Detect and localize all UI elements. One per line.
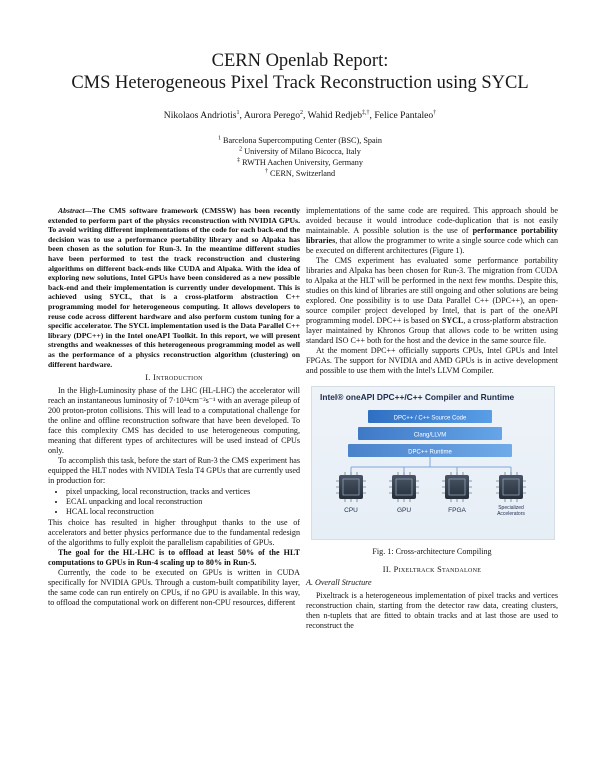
author-list: Nikolaos Andriotis$^1$, Aurora Perego$^2$, Wahid Redjeb‡,†, Felice Pantaleo†: [163, 109, 437, 121]
list-item: • HCAL local reconstruction: [66, 507, 300, 517]
figure-title: Intel® oneAPI DPC++/C++ Compiler and Runtime: [320, 392, 515, 402]
subsection-heading: A. Overall Structure: [306, 578, 372, 587]
pixeltrack-paragraph-1: Pixeltrack is a heterogeneous implementation of pixel tracks and vertices reconstruction chain, starting from the detector raw data, creating clusters, then n-tuplets that are fitted to obtain tracks and at last those are used to reconstruct the: [306, 591, 558, 630]
target-cpu-label: CPU: [344, 507, 358, 514]
affiliation-text: University of Milano Bicocca, Italy: [244, 147, 361, 156]
text-run: , that allow the programmer to write a single source code which can be executed on different architectures (Figure 1).: [306, 236, 558, 255]
affiliation-text: RWTH Aachen University, Germany: [242, 158, 363, 167]
author-mark: 1: [236, 109, 240, 116]
chip-accelerator-icon: [496, 472, 526, 502]
intro-paragraph-1: In the High-Luminosity phase of the LHC (HL-LHC) the accelerator will reach an instantaneous luminosity of 7·10³⁴cm⁻²s⁻¹ with an average pileup of 200 proton-proton collisions. This will lead to a computational challenge for the online and offline reconstruction software that have been developed. To face this complexity CMS has decided to use heterogeneous computing, meaning that different types of architectures will be used instead of CPUs only.: [48, 386, 300, 456]
target-chips: [336, 472, 526, 502]
affiliation: [30, 146, 570, 157]
abstract-text: —The CMS software framework (CMSSW) has been recently extended to perform part of the physics reconstruction with NVIDIA GPUs. To avoid writing different implementations of the code for each back-end the decision was to use a performance portability library and so Alpaka has been chosen as the solution for Run-3. In the meantime different studies have been performed to test the track reconstruction and clustering algorithms on different back-ends like CUDA and Alpaka. With the idea of exploring new solutions, Intel GPUs have been considered as a new possible back-end and their implementation is currently under development. This is achieved using SYCL, that is a cross-platform abstraction C++ programming model for heterogeneous computing. It allows developers to reuse code across different hardware and also perform custom tuning for a specific accelerator. The SYCL implementation used is the Data Parallel C++ library (DPC++) in the Intel oneAPI Toolkit. In this report, we will present strengths and weaknesses of this heterogeneous programming model as well as the performance of a physics reconstruction algorithm (clustering) on different hardware.: [48, 206, 300, 369]
target-fpga-label: FPGA: [448, 507, 466, 514]
author-mark: ‡,†: [362, 109, 370, 116]
intro-paragraph-8: At the moment DPC++ officially supports CPUs, Intel GPUs and Intel FPGAs. The support for NVIDIA and AMD GPUs is in active development and possible to use them with the Intel's LLVM Compiler.: [306, 346, 558, 375]
affiliation-mark: †: [264, 168, 268, 175]
affiliation: [30, 168, 570, 179]
abstract-label: Abstract: [58, 206, 85, 215]
list-item: • pixel unpacking, local reconstruction, tracks and vertices: [66, 487, 300, 497]
affiliation-text: CERN, Switzerland: [270, 169, 336, 178]
chip-fpga-icon: [442, 472, 472, 502]
author-name: Felice Pantaleo: [374, 110, 434, 121]
intro-paragraph-3: This choice has resulted in higher throughput thanks to the use of accelerators and better physics performance due to the fundamental redesign of the algorithms to fully exploit the parallelism capabilities of GPUs.: [48, 518, 300, 548]
affiliation: [30, 157, 570, 168]
connector-lines: [351, 457, 511, 475]
author-mark: †: [433, 109, 437, 116]
affiliation-mark: 2: [239, 146, 243, 153]
figure-caption: Fig. 1: Cross-architecture Compiling: [372, 547, 492, 556]
target-accelerator-label: Specialized Accelerators: [497, 505, 525, 517]
hl-lhc-goal: The goal for the HL-LHC is to offload at least 50% of the HLT computations to GPUs in Run-4 scaling up to 80% in Run-5.: [48, 548, 300, 568]
figure-compiler-diagram: [311, 386, 555, 540]
list-item: • ECAL unpacking and local reconstruction: [66, 497, 300, 507]
intro-paragraph-2: To accomplish this task, before the start of Run-3 the CMS experiment has equipped the HLT nodes with NVIDIA Tesla T4 GPUs that are currently used in production for:: [48, 456, 300, 486]
production-list: [48, 487, 300, 517]
chip-gpu-icon: [389, 472, 419, 502]
section-heading-introduction: I. Introduction: [145, 373, 203, 383]
intro-paragraph-7: [306, 256, 558, 346]
emphasis-sycl: SYCL: [441, 316, 464, 325]
layer-source-label: DPC++ / C++ Source Code: [393, 415, 467, 422]
text-run: implementations of the same code are required. This approach should be avoided because it would introduce code-duplication that is not easily maintainable. A possible solution is the use of: [306, 206, 558, 235]
affiliation-mark: ‡: [237, 157, 241, 164]
abstract: [48, 206, 300, 369]
affiliation-mark: 1: [218, 135, 221, 142]
author-mark: 2: [300, 109, 304, 116]
emphasis-portability: performance portability libraries: [306, 226, 558, 245]
target-gpu-label: GPU: [396, 507, 412, 514]
affiliation-text: Barcelona Supercomputing Center (BSC), Spain: [223, 136, 382, 145]
text-run: , a cross-platform abstraction layer maintained by Khronos Group that allows code to be written using standard ISO C++ both for the host and the device in the same source file.: [306, 316, 558, 345]
text-run: The CMS experiment has evaluated some performance portability libraries and Alpaka has been chosen for Run-3. The migration from CUDA to Alpaka at the HLT will be performed in the next few months. Despite this, studies on this kind of libraries are still ongoing and other solutions are being explored. One possibility is to use Data Parallel C++ (DPC++), an open-source compiler project developed by Intel, that is part of the oneAPI programming model. DPC++ is based on: [306, 256, 558, 325]
affiliation: [30, 135, 570, 146]
author-name: Aurora Perego: [243, 110, 301, 121]
compiler-diagram: [312, 387, 554, 539]
layer-runtime-label: DPC++ Runtime: [408, 449, 452, 456]
intro-paragraph-6: [306, 206, 558, 256]
affiliation-list: [30, 135, 570, 179]
chip-cpu-icon: [336, 472, 366, 502]
paper-title-line1: CERN Openlab Report:: [211, 51, 389, 71]
author-name: Nikolaos Andriotis: [163, 110, 237, 121]
paper-title-line2: CMS Heterogeneous Pixel Track Reconstruction using SYCL: [71, 73, 529, 93]
author-name: Wahid Redjeb: [307, 110, 363, 121]
right-column: [306, 206, 558, 631]
layer-llvm-label: Clang/LLVM: [413, 432, 447, 439]
intro-paragraph-5: Currently, the code to be executed on GPUs is written in CUDA specifically for NVIDIA GPUs. Through a custom-built compatibility layer, the same code can run entirely on CPUs, if no GPU is available. In this way, to offload the computational work on different non-CPU resources, different: [48, 568, 300, 608]
section-heading-pixeltrack: II. Pixeltrack Standalone: [382, 565, 482, 574]
left-column: [48, 206, 300, 608]
